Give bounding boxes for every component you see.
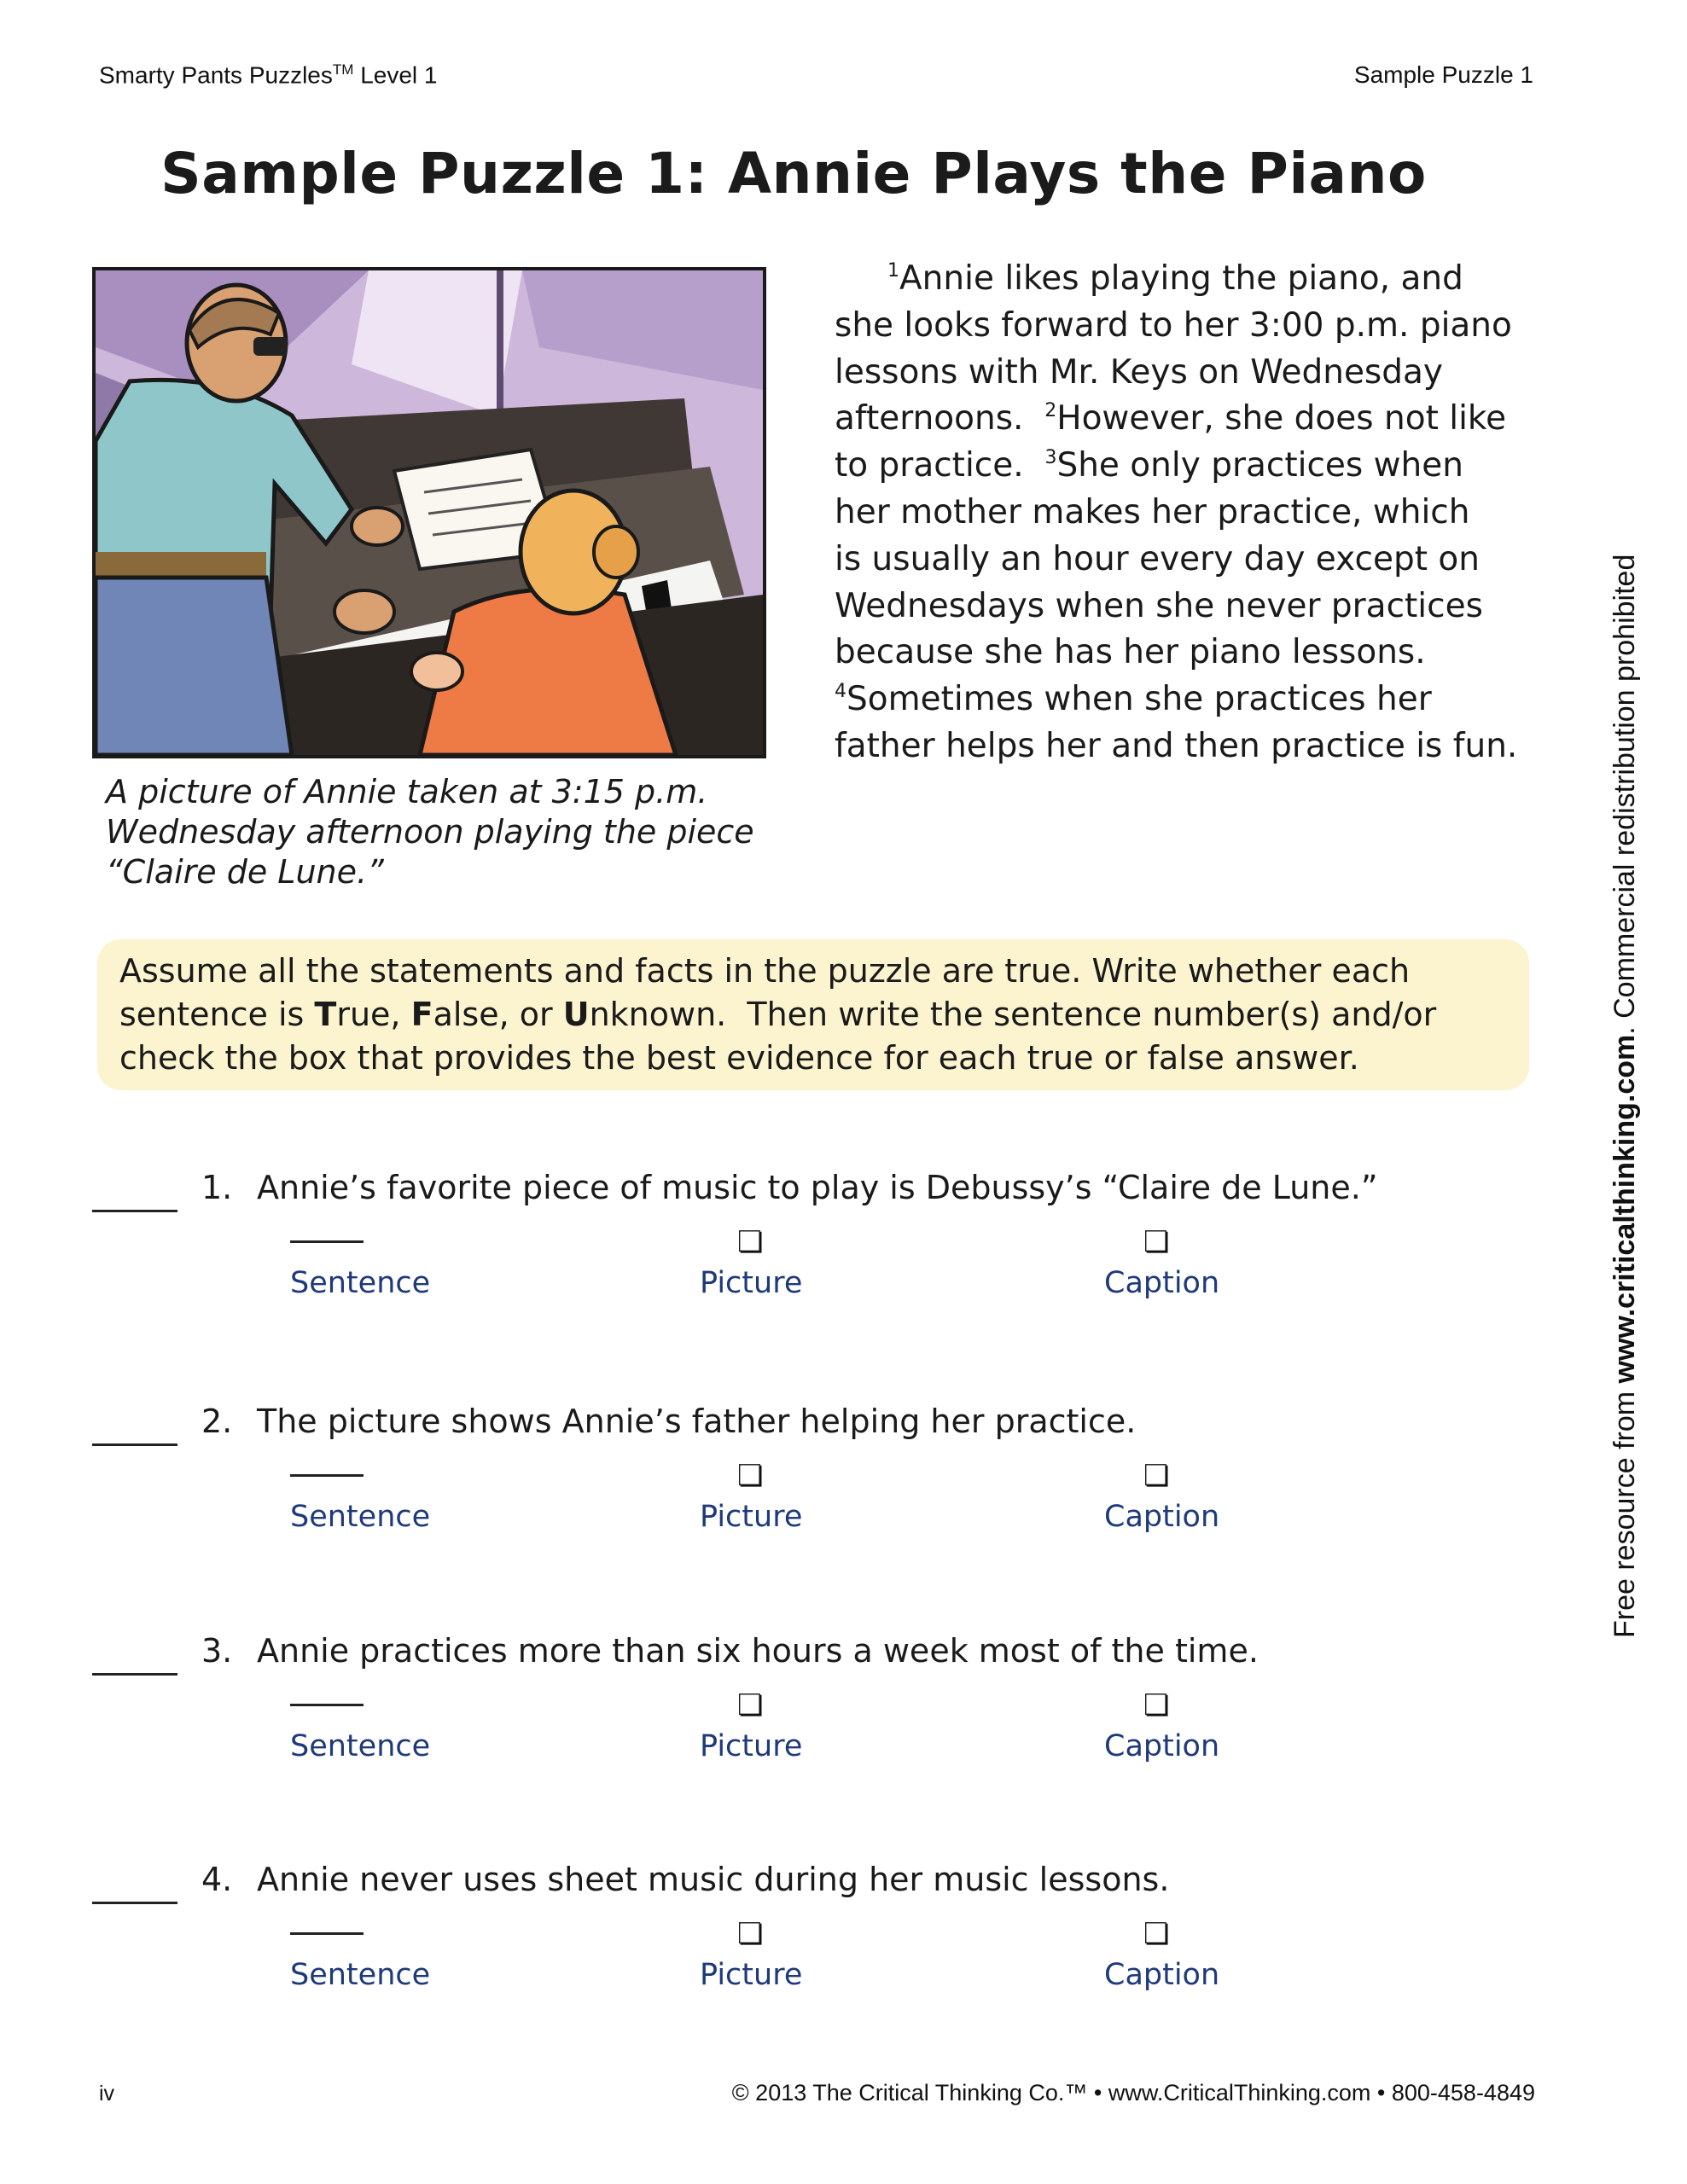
site-link[interactable]: www.criticalthinking.com <box>1608 1034 1641 1384</box>
question-number: 2. <box>201 1403 233 1440</box>
picture-label: Picture <box>700 1729 803 1763</box>
picture-label: Picture <box>700 1958 803 1992</box>
page-number: iv <box>99 2082 115 2106</box>
caption-line: Wednesday afternoon playing the piece <box>106 813 754 851</box>
story-line: because she has her piano lessons. <box>835 633 1426 672</box>
redistribution-notice: Free resource from www.criticalthinking.com. Commercial redistribution prohibited <box>1608 554 1641 1638</box>
header-puzzle-label: Sample Puzzle 1 <box>1353 61 1533 88</box>
instructions-line: check the box that provides the best evidence for each true or false answer. <box>119 1039 1359 1077</box>
copyright-footer: © 2013 The Critical Thinking Co.™ • www.CriticalThinking.com • 800-458-4849 <box>731 2080 1535 2106</box>
answer-blank[interactable] <box>92 1647 177 1676</box>
sentence-number: 4 <box>835 681 846 703</box>
picture-label: Picture <box>700 1500 803 1534</box>
caption-checkbox[interactable]: ❏ <box>1143 1917 1170 1951</box>
story-line: afternoons. $^2$However, she does not like <box>835 399 1507 439</box>
story-line: her mother makes her practice, which <box>835 492 1470 531</box>
sentence-number: 1 <box>887 260 899 282</box>
sentence-number: 2 <box>1044 400 1057 422</box>
story-line: $^4$Sometimes when she practices her <box>835 680 1432 719</box>
picture-checkbox[interactable]: ❏ <box>737 1459 764 1493</box>
caption-line: “Claire de Lune.” <box>106 853 384 891</box>
story-line: father helps her and then practice is fun. <box>835 726 1518 765</box>
piano-lesson-illustration <box>92 267 766 758</box>
caption-checkbox[interactable]: ❏ <box>1143 1688 1170 1722</box>
caption-label: Caption <box>1104 1500 1220 1534</box>
instructions-line: Assume all the statements and facts in the puzzle are true. Write whether each <box>119 952 1411 990</box>
caption-label: Caption <box>1104 1958 1220 1992</box>
question-text: Annie’s favorite piece of music to play is Debussy’s “Claire de Lune.” <box>257 1169 1378 1206</box>
sentence-label: Sentence <box>290 1500 431 1534</box>
instructions-box <box>97 939 1529 1090</box>
question-number: 3. <box>201 1632 233 1670</box>
sentence-number-blank[interactable] <box>290 1704 364 1706</box>
sentence-label: Sentence <box>290 1266 431 1300</box>
story-line: is usually an hour every day except on <box>835 539 1480 578</box>
sentence-label: Sentence <box>290 1958 431 1992</box>
story-line: she looks forward to her 3:00 p.m. piano <box>835 305 1512 345</box>
story-line: Wednesdays when she never practices <box>835 586 1483 625</box>
figure-caption <box>106 772 771 892</box>
header-series-title: Smarty Pants Puzzles™ Level 1 <box>99 61 438 89</box>
page-title: Sample Puzzle 1: Annie Plays the Piano <box>160 141 1427 206</box>
caption-line: A picture of Annie taken at 3:15 p.m. <box>106 773 708 810</box>
picture-checkbox[interactable]: ❏ <box>737 1917 764 1951</box>
story-line: $^1$Annie likes playing the piano, and <box>887 259 1463 298</box>
caption-label: Caption <box>1104 1729 1220 1763</box>
question-text: The picture shows Annie’s father helping her practice. <box>257 1403 1137 1440</box>
picture-checkbox[interactable]: ❏ <box>737 1225 764 1259</box>
instructions-line: sentence is True, False, or Unknown. Then write the sentence number(s) and/or <box>119 996 1437 1033</box>
sentence-number-blank[interactable] <box>290 1240 364 1243</box>
caption-checkbox[interactable]: ❏ <box>1143 1225 1170 1259</box>
caption-label: Caption <box>1104 1266 1220 1300</box>
picture-label: Picture <box>700 1266 803 1300</box>
question-number: 4. <box>201 1861 233 1898</box>
picture-checkbox[interactable]: ❏ <box>737 1688 764 1722</box>
story-line: to practice. $^3$She only practices when <box>835 446 1463 485</box>
story-line: lessons with Mr. Keys on Wednesday <box>835 352 1443 392</box>
caption-checkbox[interactable]: ❏ <box>1143 1459 1170 1493</box>
sentence-label: Sentence <box>290 1729 431 1763</box>
answer-blank[interactable] <box>92 1876 177 1904</box>
answer-blank[interactable] <box>92 1184 177 1212</box>
answer-blank[interactable] <box>92 1418 177 1446</box>
question-number: 1. <box>201 1169 233 1206</box>
question-text: Annie practices more than six hours a week most of the time. <box>257 1632 1259 1670</box>
question-text: Annie never uses sheet music during her music lessons. <box>257 1861 1170 1898</box>
sentence-number-blank[interactable] <box>290 1474 364 1477</box>
sentence-number: 3 <box>1044 447 1057 469</box>
story-paragraph <box>835 256 1551 770</box>
sentence-number-blank[interactable] <box>290 1932 364 1935</box>
